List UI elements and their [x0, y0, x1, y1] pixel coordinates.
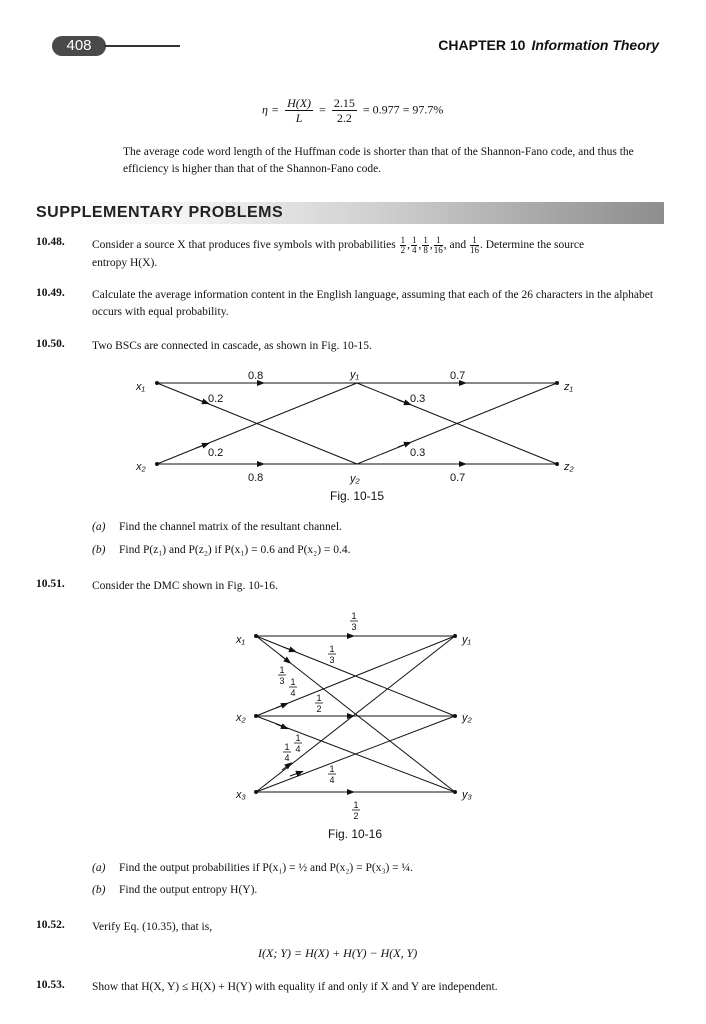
p50-b-label: (b) [92, 544, 106, 556]
fig16-frac-2-num: 1 [279, 665, 285, 675]
problem-number-10-53: 10.53. [36, 979, 65, 991]
fig16-label-x3: x₃ [236, 789, 246, 801]
fig16-label-y3: y₃ [462, 789, 472, 801]
p51-a-text: Find the output probabilities if P(x₁) = ½ and P(x₂) = P(x₃) = ¼. [119, 862, 414, 874]
fig16-arrow-x1-y3 [280, 655, 289, 662]
fig15-label-y2: y₂ [350, 473, 360, 485]
fig15-prob-bottom-left: 0.8 [248, 472, 264, 484]
fig16-arrow-x2-y3 [276, 724, 286, 728]
p48-prob-5: $\frac{1}{16}$ [469, 235, 479, 255]
problem-10-48-text: Consider a source X that produces five symbols with probabilities $\frac{1}{2}$ , $\frac{1}{4}$ , $\frac{1}{8}$ , $\frac{1}{16}$ , and $\frac{1}{16}$ . Determine the source entropy H(X). [92, 235, 585, 269]
fig15-prob-cross-l2: 0.2 [208, 447, 224, 459]
p52-equation: I(X; Y) = H(X) + H(Y) − H(X, Y) [258, 946, 418, 960]
p50-b-text: Find P(z₁) and P(z₂) if P(x₁) = 0.6 and P(x₂) = 0.4. [119, 544, 351, 556]
page-number: 408 [52, 36, 106, 56]
eq-frac1-num: H(X) [287, 96, 312, 110]
fig16-frac-7-num: 1 [329, 764, 335, 774]
fig16-frac-8-den: 2 [353, 811, 359, 821]
fig16-label-x2: x₂ [236, 712, 246, 724]
fig15-prob-top-right: 0.7 [450, 370, 466, 382]
problem-10-53-text: Show that H(X, Y) ≤ H(X) + H(Y) with equality if and only if X and Y are independent. [92, 981, 498, 993]
fig16-node-y1 [453, 634, 457, 638]
eq-frac2-den: 2.2 [336, 111, 352, 125]
p50-a-text: Find the channel matrix of the resultant channel. [119, 521, 342, 533]
fig16-frac-5-num: 1 [284, 742, 290, 752]
fig16-frac-2-den: 3 [279, 676, 285, 686]
p48-text-after: . Determine the source [479, 239, 585, 252]
p48-and: , and [443, 239, 467, 252]
fig16-frac-0-den: 3 [351, 622, 357, 632]
fig15-prob-cross-r2: 0.3 [410, 447, 426, 459]
fig16-label-x1: x₁ [236, 634, 245, 646]
fig15-prob-bottom-right: 0.7 [450, 472, 466, 484]
problem-10-49-text: Calculate the average information content in the English language, assuming that each of the 26 characters in the alphabet occurs with equal probability. [92, 289, 654, 318]
problem-number-10-52: 10.52. [36, 919, 65, 931]
conclusion-paragraph: The average code word length of the Huffman code is shorter than that of the Shannon-Fano code, and thus the efficiency is higher than that of the Shannon-Fano code. [123, 146, 634, 175]
fig16-frac-8-num: 1 [353, 800, 359, 810]
fig16-node-y3 [453, 790, 457, 794]
fig15-prob-cross-l1: 0.2 [208, 393, 224, 405]
p51-b-label: (b) [92, 884, 106, 896]
fig15-label-x1: x₁ [136, 381, 145, 393]
fig16-node-y2 [453, 714, 457, 718]
fig16-label-y1: y₁ [462, 634, 471, 646]
p51-b-text: Find the output entropy H(Y). [119, 884, 258, 896]
fig16-frac-3-num: 1 [290, 677, 296, 687]
p48-prob-1: $\frac{1}{2}$ [400, 235, 406, 255]
fig16-arrow-x2-y1 [276, 704, 286, 708]
problem-number-10-50: 10.50. [36, 338, 65, 350]
p48-line2: entropy H(X). [92, 257, 158, 269]
fig16-frac-0-num: 1 [351, 611, 357, 621]
problem-10-52-text: Verify Eq. (10.35), that is, [92, 921, 213, 933]
fig15-prob-top-left: 0.8 [248, 370, 264, 382]
fig15-label-z2: z₂ [564, 461, 574, 473]
fig15-prob-cross-r1: 0.3 [410, 393, 426, 405]
fig16-caption: Fig. 10-16 [328, 827, 383, 841]
fig16-node-x1 [254, 634, 258, 638]
p48-prob-3: $\frac{1}{8}$ [423, 235, 428, 255]
p48-prob-2: $\frac{1}{4}$ [411, 235, 417, 255]
eq-frac1-den: L [295, 111, 303, 125]
problem-10-50-text: Two BSCs are connected in cascade, as shown in Fig. 10-15. [92, 340, 372, 352]
p48-prob-4: $\frac{1}{16}$ [433, 235, 443, 255]
eq-rhs: = 0.977 = 97.7% [362, 102, 444, 117]
p48-text-before: Consider a source X that produces five symbols with probabilities [92, 239, 396, 252]
fig16-frac-6-num: 1 [295, 733, 301, 743]
problem-number-10-49: 10.49. [36, 287, 65, 299]
fig15-label-x2: x₂ [136, 461, 146, 473]
section-title: SUPPLEMENTARY PROBLEMS [36, 204, 284, 221]
problem-number-10-48: 10.48. [36, 236, 65, 248]
fig16-frac-4-num: 1 [316, 693, 322, 703]
fig16-frac-3-den: 4 [290, 688, 296, 698]
fig16-frac-4-den: 2 [316, 704, 322, 714]
fig16-node-x3 [254, 790, 258, 794]
fig16-label-y2: y₂ [462, 712, 472, 724]
fig16-frac-1-den: 3 [329, 655, 335, 665]
fig16-frac-7-den: 4 [329, 775, 335, 785]
fig15-label-z1: z₁ [564, 381, 573, 393]
fig15-label-y1: y₁ [350, 369, 359, 381]
p51-a-label: (a) [92, 862, 106, 874]
fig16-arrow-x1-y2 [283, 647, 294, 651]
fig15-caption: Fig. 10-15 [330, 489, 385, 503]
eq-equals: = [319, 102, 326, 117]
problem-10-51-text: Consider the DMC shown in Fig. 10-16. [92, 580, 278, 592]
chapter-title: Information Theory [531, 37, 659, 53]
fig16-node-x2 [254, 714, 258, 718]
p50-a-label: (a) [92, 521, 106, 533]
chapter-number: CHAPTER 10 [438, 37, 526, 53]
fig16-frac-5-den: 4 [284, 753, 290, 763]
fig16-frac-6-den: 4 [295, 744, 301, 754]
eq-frac2-num: 2.15 [333, 96, 355, 110]
fig16-frac-1-num: 1 [329, 644, 335, 654]
problem-number-10-51: 10.51. [36, 578, 65, 590]
eq-lhs: η = [262, 102, 280, 117]
